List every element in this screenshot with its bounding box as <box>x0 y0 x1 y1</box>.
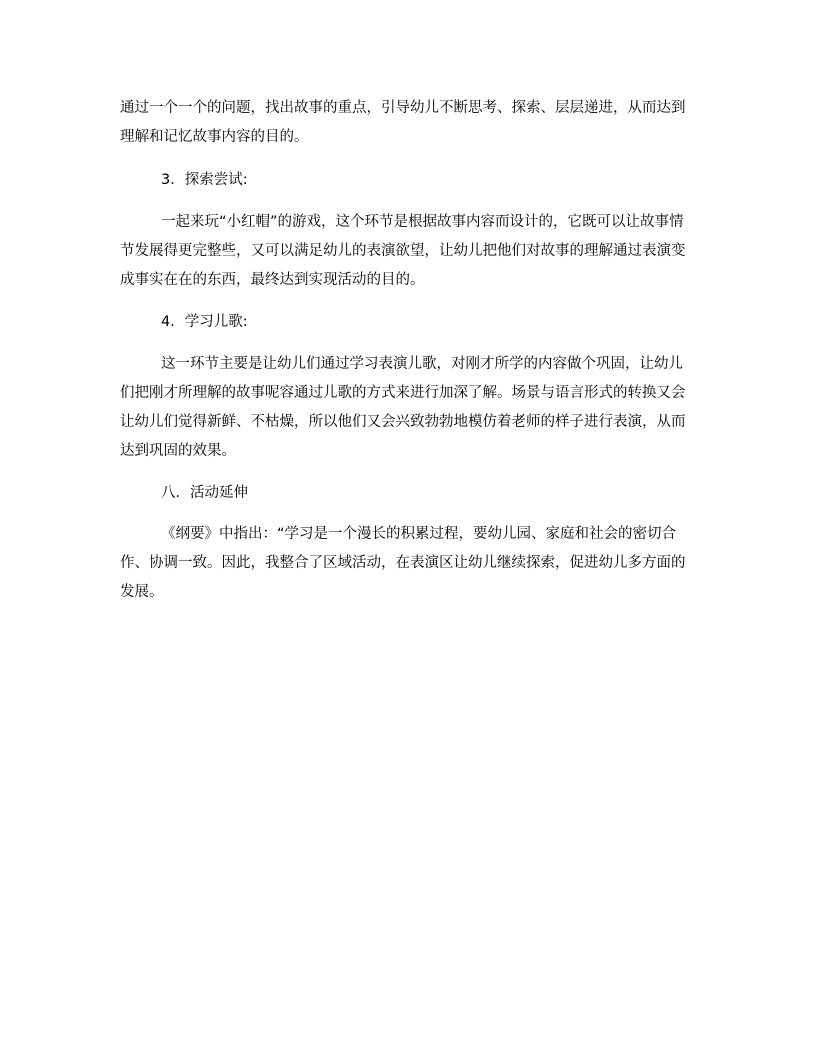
text-line: 发展。 <box>120 584 164 600</box>
text-line: 一起来玩“小红帽”的游戏，这个环节是根据故事内容而设计的，它既可以让故事情 <box>161 214 684 230</box>
heading-text: 八．活动延伸 <box>161 485 248 501</box>
paragraph-continuation <box>120 94 696 152</box>
text-line: 《纲要》中指出：“学习是一个漫长的积累过程，要幼儿园、家庭和社会的密切合 <box>161 526 677 542</box>
paragraph-song <box>120 350 696 466</box>
section-heading-song <box>120 308 737 337</box>
text-line: 们把刚才所理解的故事呢容通过儿歌的方式来进行加深了解。场景与语言形式的转换又会 <box>120 385 686 401</box>
paragraph-extension <box>120 520 696 607</box>
section-heading-extension <box>120 479 737 508</box>
paragraph-explore <box>120 208 696 295</box>
text-line: 这一环节主要是让幼儿们通过学习表演儿歌，对刚才所学的内容做个巩固，让幼儿 <box>161 356 683 372</box>
text-line: 通过一个一个的问题，找出故事的重点，引导幼儿不断思考、探索、层层递进，从而达到 <box>120 100 686 116</box>
text-line: 理解和记忆故事内容的目的。 <box>120 129 309 145</box>
text-line: 作、协调一致。因此，我整合了区域活动，在表演区让幼儿继续探索，促进幼儿多方面的 <box>120 555 686 571</box>
section-heading-explore <box>120 166 737 195</box>
text-line: 让幼儿们觉得新鲜、不枯燥，所以他们又会兴致勃勃地模仿着老师的样子进行表演，从而 <box>120 414 686 430</box>
heading-text: 4．学习儿歌: <box>161 314 248 330</box>
heading-text: 3．探索尝试: <box>161 172 248 188</box>
text-line: 成事实在在的东西，最终达到实现活动的目的。 <box>120 272 425 288</box>
text-line: 达到巩固的效果。 <box>120 443 236 459</box>
text-line: 节发展得更完整些，又可以满足幼儿的表演欲望，让幼儿把他们对故事的理解通过表演变 <box>120 243 686 259</box>
